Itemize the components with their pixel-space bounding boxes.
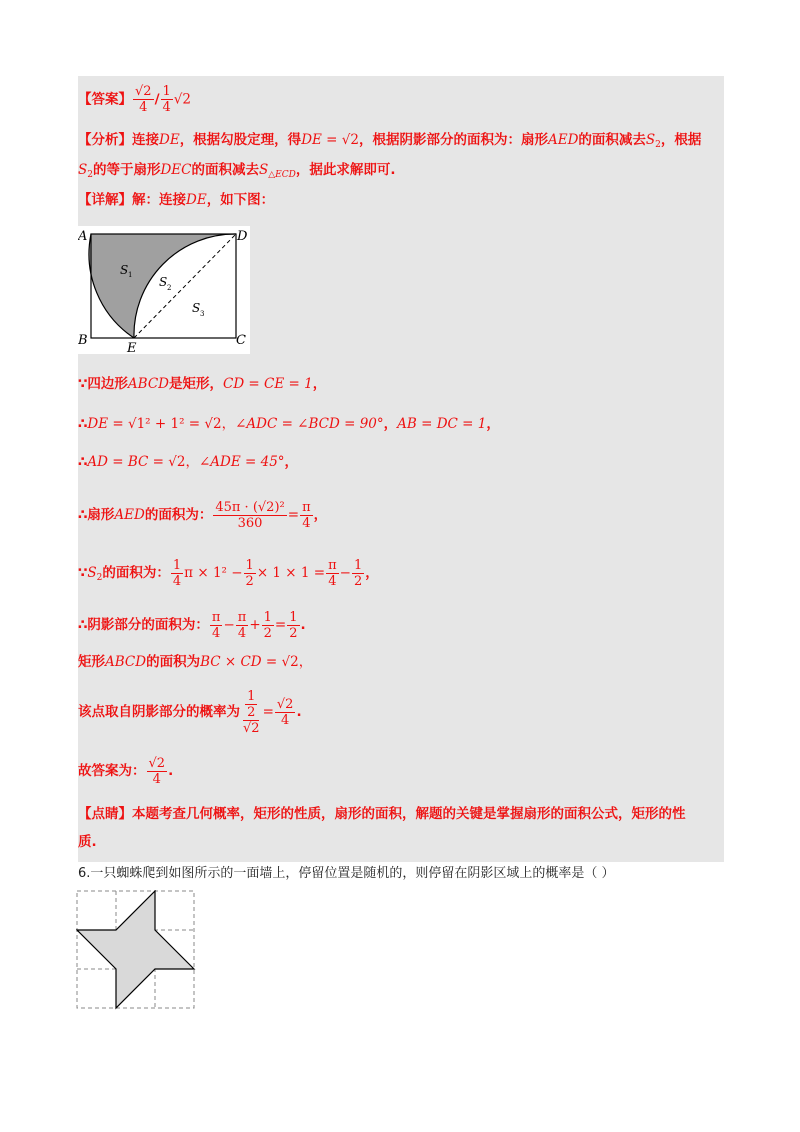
step-text: ∴扇形 — [78, 507, 115, 523]
step-text: 该点取自阴影部分的概率为 — [78, 704, 240, 720]
final-answer-fraction: $\frac{√2}{4}$ — [148, 755, 166, 787]
label-s2: S — [159, 275, 168, 289]
comment-text: 质. — [78, 834, 97, 850]
answer-line — [78, 84, 191, 115]
analysis-text: ，根据阴影部分的面积为：扇形 — [358, 132, 548, 148]
analysis-text: 连接 — [132, 132, 159, 148]
step-text: ， — [383, 416, 398, 432]
analysis-line-1 — [78, 130, 701, 155]
rectangle-sector-figure — [78, 226, 250, 354]
compound-fraction: 1 2 √2 — [243, 688, 260, 736]
fraction: $\frac{\pi}{4}$ — [237, 609, 247, 641]
step-text: ， — [312, 376, 327, 392]
math-abcd: ABCD — [105, 654, 147, 670]
label-a: A — [78, 229, 88, 244]
comment-line-1 — [78, 804, 686, 824]
label-s1-sub: 1 — [128, 271, 133, 279]
answer-label: 【答案】 — [78, 91, 132, 108]
step-text: 故答案为： — [78, 763, 146, 779]
analysis-text: 的等于扇形 — [92, 162, 161, 178]
label-s3-sub: 3 — [200, 310, 205, 318]
fraction: $\frac{\pi}{4}$ — [211, 609, 221, 641]
math-dec: DEC — [160, 162, 192, 178]
answer-fraction-2: $\frac{1}{4}$ — [162, 84, 171, 115]
label-e: E — [127, 341, 137, 354]
step-text: . — [296, 704, 302, 720]
step-5 — [78, 556, 379, 595]
math-op: = — [262, 704, 274, 720]
math-aed: AED — [114, 507, 145, 523]
step-text: 的面积为： — [102, 565, 170, 581]
step-text: ， — [284, 454, 299, 470]
analysis-text: 的面积减去 — [191, 162, 259, 178]
math-de: DE — [186, 192, 207, 208]
math-op: = — [287, 507, 300, 523]
math-abcd: ABCD — [127, 376, 169, 392]
math-equation: = √2， — [261, 654, 313, 670]
fraction: $\frac{1}{4}$ — [172, 557, 182, 589]
math-sub: 2 — [87, 170, 93, 180]
math-s: S — [259, 162, 269, 178]
step-text: ， — [313, 507, 328, 523]
analysis-text: ，根据 — [660, 132, 702, 148]
fraction: $\frac{\pi}{4}$ — [328, 557, 337, 589]
fraction: $\frac{1}{2}$ — [289, 609, 298, 641]
star-grid-figure — [76, 890, 198, 1012]
step-text: 的面积为 — [146, 654, 201, 670]
math-sub: △ECD — [268, 170, 296, 180]
comment-label: 【点睛】 — [78, 806, 132, 822]
math-sub: 2 — [96, 573, 103, 583]
step-4 — [78, 498, 327, 532]
step-1 — [78, 374, 326, 394]
detail-label: 【详解】 — [78, 192, 132, 208]
math-op: + — [249, 617, 261, 633]
analysis-text: ，据此求解即可. — [295, 162, 396, 178]
label-c: C — [236, 333, 246, 348]
step-text: 的面积为： — [144, 507, 213, 523]
math-expr: BC × CD — [200, 654, 262, 670]
step-text: ∵ — [78, 565, 88, 581]
math-aed: AED — [547, 132, 579, 148]
step-6 — [78, 608, 306, 642]
math-equation: = √2， — [148, 454, 199, 470]
detail-text: ，如下图： — [206, 192, 275, 208]
math-expr: π × 1² − — [184, 565, 243, 581]
label-s2-sub: 2 — [167, 284, 172, 292]
math-angles: ∠ADC = ∠BCD = 90° — [235, 416, 384, 432]
fraction: $\frac{√2}{4}$ — [276, 696, 294, 728]
step-7 — [78, 652, 312, 672]
analysis-text: ，根据勾股定理，得 — [179, 132, 302, 148]
step-3 — [78, 452, 298, 472]
answer-fraction-1: $\frac{√2}{4}$ — [135, 84, 152, 115]
step-2 — [78, 414, 500, 434]
analysis-label: 【分析】 — [78, 132, 132, 148]
math-s: S — [87, 565, 97, 581]
label-s3: S — [192, 301, 201, 315]
step-text: . — [168, 763, 174, 779]
math-op: = — [274, 617, 287, 633]
math-de: DE — [159, 132, 180, 148]
pi-over-4: $\frac{\pi}{4}$ — [302, 499, 311, 531]
fraction: $\frac{1}{2}$ — [353, 557, 363, 589]
step-text: ∵四边形 — [78, 376, 128, 392]
label-s1: S — [120, 263, 129, 277]
math-angle: ∠ADE = 45° — [198, 454, 285, 470]
step-text: ， — [365, 565, 379, 581]
step-9 — [78, 754, 173, 788]
math-op: − — [339, 565, 351, 581]
detail-line — [78, 190, 274, 210]
comment-line-2 — [78, 832, 97, 852]
math-sub: 2 — [655, 140, 661, 150]
answer-sqrt: √2 — [173, 91, 191, 108]
step-text: . — [300, 617, 306, 633]
math-de: DE — [87, 416, 109, 432]
math-op: − — [223, 617, 235, 633]
sector-area-fraction: $\frac{\text{45π · (√2)²}}{360}$ — [215, 499, 285, 531]
step-text: 矩形 — [78, 654, 105, 670]
answer-separator: / — [154, 91, 160, 108]
math-equation: CD = CE = 1 — [222, 376, 313, 392]
label-d: D — [237, 229, 248, 244]
math-sqrt2: = √2 — [321, 132, 359, 148]
step-text: ∴ — [78, 416, 88, 432]
math-equation: = √1² + 1² = √2， — [108, 416, 236, 432]
math-s: S — [645, 132, 656, 148]
math-equation: AD = BC — [87, 454, 149, 470]
math-s: S — [78, 162, 88, 178]
step-8 — [78, 684, 302, 740]
comment-text: 本题考查几何概率，矩形的性质，扇形的面积，解题的关键是掌握扇形的面积公式，矩形的性 — [132, 806, 686, 822]
step-text: ， — [486, 416, 500, 432]
step-text: 是矩形， — [168, 376, 223, 392]
math-de: DE — [301, 132, 322, 148]
analysis-line-2 — [78, 160, 395, 185]
step-text: ∴ — [78, 454, 88, 470]
math-expr: × 1 × 1 = — [256, 565, 326, 581]
fraction: $\frac{1}{2}$ — [245, 557, 254, 589]
detail-text: 解：连接 — [132, 192, 186, 208]
star-shape — [77, 891, 194, 1008]
label-b: B — [78, 333, 88, 348]
analysis-text: 的面积减去 — [578, 132, 646, 148]
math-equation: AB = DC = 1 — [397, 416, 487, 432]
question-6-text: 6.一只蜘蛛爬到如图所示的一面墙上，停留位置是随机的，则停留在阴影区域上的概率是（ ） — [78, 866, 615, 881]
fraction: $\frac{1}{2}$ — [263, 609, 272, 641]
step-text: ∴阴影部分的面积为： — [78, 617, 209, 633]
